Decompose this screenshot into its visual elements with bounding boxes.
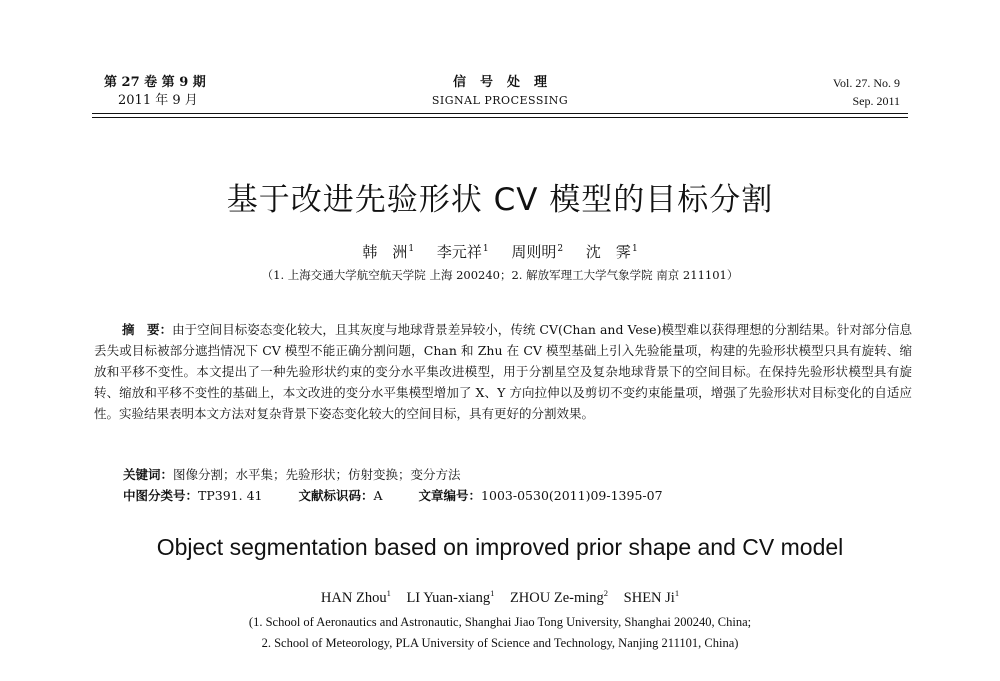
- journal-name-en: SIGNAL PROCESSING: [431, 94, 569, 107]
- doc-code-label: 文献标识码：: [298, 488, 374, 503]
- doc-code-value: A: [373, 488, 383, 503]
- clc-value: TP391. 41: [198, 488, 263, 503]
- header-rule-thin: [92, 117, 908, 118]
- author-cn: [437, 243, 489, 261]
- journal-name: [92, 74, 908, 110]
- volume-issue-en: Vol. 27. No. 9: [832, 76, 900, 90]
- journal-name-cn: 信号处理: [452, 75, 561, 90]
- author-name: 韩 洲: [362, 243, 408, 261]
- author-affil-mark: 1: [408, 244, 415, 254]
- author-name: SHEN Ji: [623, 589, 675, 606]
- author-name: 李元祥: [436, 243, 482, 261]
- authors-cn: [0, 241, 1000, 262]
- abstract-text: 由于空间目标姿态变化较大，且其灰度与地球背景差异较小，传统 CV(Chan and Vese)模型难以获得理想的分割结果。针对部分信息丢失或目标被部分遮挡情况下 CV 模型不能正确分割问题，Chan 和 Zhu 在 CV 模型基础上引入先验能量项，构建的先验形状模型只具有旋转、缩放和平移不变性。本文提出了一种先验形状约束的变分水平集改进模型，用于分割星空及复杂地球背景下的空间目标。在保持先验形状模型具有旋转、缩放和平移不变性的基础上，本文改进的变分水平集模型增加了 X、Y 方向拉伸以及剪切不变约束能量项，增强了先验形状对目标变化的自适应性。实验结果表明本文方法对复杂背景下姿态变化较大的空间目标，具有更好的分割效果。: [94, 322, 912, 421]
- affiliation-en-1: (1. School of Aeronautics and Astronautic, Shanghai Jiao Tong University, Shanghai 200240, China;: [248, 615, 752, 629]
- issue-info-en: [833, 74, 900, 110]
- author-name: LI Yuan-xiang: [406, 589, 491, 606]
- affiliation-cn: （1. 上海交通大学航空航天学院 上海 200240；2. 解放军理工大学气象学院 南京 211101）: [261, 268, 739, 282]
- clc-label: 中图分类号：: [123, 488, 199, 503]
- author-affil-mark: 1: [386, 588, 391, 598]
- keywords-text: 图像分割；水平集；先验形状；仿射变换；变分方法: [173, 467, 461, 482]
- author-en: [321, 590, 391, 606]
- author-affil-mark: 1: [631, 244, 638, 254]
- header-rule-thick: [92, 113, 908, 114]
- article-number-value: 1003-0530(2011)09-1395-07: [481, 488, 663, 503]
- author-cn: [511, 243, 563, 261]
- issue-date-cn: 2011 年 9 月: [118, 93, 198, 108]
- author-name: HAN Zhou: [320, 589, 387, 606]
- keywords-label: 关键词：: [123, 467, 174, 482]
- title-cn: 基于改进先验形状 CV 模型的目标分割: [226, 182, 774, 218]
- authors-en: [0, 588, 1000, 607]
- author-affil-mark: 2: [557, 244, 564, 254]
- author-name: ZHOU Ze-ming: [509, 589, 604, 606]
- author-name: 周则明: [511, 243, 557, 261]
- author-affil-mark: 1: [490, 588, 495, 598]
- author-affil-mark: 2: [603, 588, 609, 598]
- running-header: [92, 74, 908, 114]
- author-name: 沈 霁: [585, 243, 631, 261]
- author-affil-mark: 1: [482, 244, 489, 254]
- author-cn: [586, 243, 638, 261]
- abstract-cn: [94, 319, 912, 424]
- issue-date-en: Sep. 2011: [852, 94, 900, 108]
- affiliation-en-2: 2. School of Meteorology, PLA University of Science and Technology, Nanjing 211101, China): [261, 636, 739, 650]
- title-en: Object segmentation based on improved prior shape and CV model: [156, 534, 844, 560]
- author-en: [624, 590, 679, 606]
- volume-issue: 第 27 卷 第 9 期: [104, 75, 206, 90]
- author-en: [510, 590, 608, 606]
- keywords-cn: [123, 465, 461, 483]
- classification-line: [123, 486, 663, 504]
- author-en: [406, 590, 494, 606]
- author-affil-mark: 1: [674, 588, 680, 598]
- abstract-label: 摘 要：: [122, 322, 173, 337]
- article-number-label: 文章编号：: [418, 488, 482, 503]
- author-cn: [362, 243, 414, 261]
